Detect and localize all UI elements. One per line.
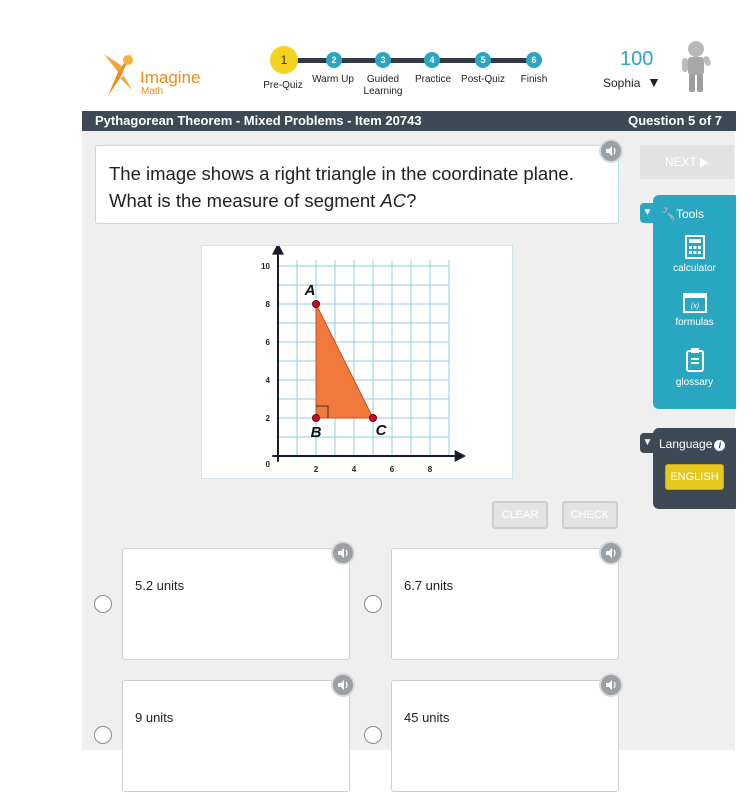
svg-text:(x): (x) [690, 303, 699, 310]
y-tick-label: 4 [265, 376, 270, 385]
vertex-label-c: C [375, 422, 387, 439]
calculator-icon [685, 235, 705, 259]
x-tick-label: 4 [351, 465, 357, 474]
tools-header-label: Tools [675, 207, 704, 221]
wrench-icon: 🔧 [661, 207, 676, 221]
coordinate-plane [202, 246, 512, 478]
tools-panel [653, 195, 736, 409]
answer-1-speaker-icon[interactable] [331, 541, 355, 565]
logo-text: Imagine [140, 68, 201, 87]
answer-choice-1-text: 5.2 units [135, 578, 185, 593]
answer-2-speaker-icon[interactable] [599, 541, 623, 565]
x-axis-arrow [455, 450, 466, 462]
step-4-label: Practice [414, 74, 452, 85]
info-icon[interactable]: i [714, 440, 725, 451]
language-header-label: Language [659, 437, 713, 451]
clear-button[interactable]: CLEAR [492, 501, 548, 529]
user-name[interactable]: Sophia [603, 76, 641, 90]
answer-3-radio[interactable] [94, 726, 112, 744]
step-1-dot: 1 [270, 46, 298, 74]
answer-choice-2-text: 6.7 units [404, 578, 454, 593]
step-3-dot: 3 [375, 52, 391, 68]
answer-choice-4[interactable] [391, 680, 619, 792]
question-counter: Question 5 of 7 [628, 113, 722, 128]
avatar[interactable] [678, 40, 714, 94]
lesson-title-bar [82, 111, 736, 131]
y-tick-label: 6 [265, 338, 270, 347]
y-tick-label: 2 [265, 414, 270, 423]
answer-3-speaker-icon[interactable] [331, 673, 355, 697]
lesson-progress [260, 44, 560, 104]
y-tick-label: 10 [261, 262, 270, 271]
coordinate-graph-figure [201, 245, 513, 479]
step-6-label: Finish [520, 74, 548, 85]
x-tick-label: 6 [389, 465, 395, 474]
question-audio-speaker-icon[interactable] [599, 139, 623, 163]
tools-header [661, 207, 704, 221]
question-text-end: ? [406, 190, 417, 211]
score: 100 [620, 48, 654, 70]
step-4-dot: 4 [424, 52, 440, 68]
vertex-point-c [370, 415, 377, 422]
answer-1-radio[interactable] [94, 595, 112, 613]
language-toggle-icon[interactable]: ▼ [640, 433, 655, 453]
lesson-title: Pythagorean Theorem - Mixed Problems - Item 20743 [95, 113, 422, 128]
origin-label: 0 [265, 460, 270, 469]
language-panel [653, 428, 736, 509]
step-1-label: Pre-Quiz [263, 80, 303, 91]
glossary-icon [685, 347, 705, 373]
user-menu-caret-icon[interactable]: ▼ [647, 74, 661, 90]
x-tick-label: 8 [427, 465, 433, 474]
step-3-label: Guided Learning [363, 74, 403, 97]
next-button[interactable]: NEXT ▶ [640, 145, 734, 179]
answer-choice-2[interactable] [391, 548, 619, 660]
formulas-icon [683, 293, 707, 313]
y-tick-label: 8 [265, 300, 270, 309]
check-button[interactable]: CHECK [562, 501, 618, 529]
vertex-label-b: B [310, 424, 322, 441]
calculator-label: calculator [673, 263, 716, 274]
question-text [109, 160, 579, 214]
step-6-dot: 6 [526, 52, 542, 68]
language-header [659, 437, 725, 451]
x-tick-label: 2 [313, 465, 319, 474]
logo-subtext: Math [141, 86, 164, 97]
glossary-tool[interactable] [653, 347, 736, 388]
answer-choice-4-text: 45 units [404, 710, 450, 725]
answer-choice-1[interactable] [122, 548, 350, 660]
formulas-label: formulas [675, 317, 714, 328]
step-5-label: Post-Quiz [461, 74, 505, 85]
answer-2-radio[interactable] [364, 595, 382, 613]
formulas-tool[interactable] [653, 293, 736, 328]
progress-line [282, 58, 534, 63]
answer-4-radio[interactable] [364, 726, 382, 744]
tools-toggle-icon[interactable]: ▼ [640, 203, 655, 223]
step-5-dot: 5 [475, 52, 491, 68]
question-text-main: The image shows a right triangle in the coordinate plane. What is the measure of segment [109, 163, 574, 211]
calculator-tool[interactable] [653, 235, 736, 274]
step-2-dot: 2 [326, 52, 342, 68]
step-2-label: Warm Up [312, 74, 354, 85]
vertex-label-a: A [304, 282, 316, 299]
y-axis-arrow [272, 246, 284, 255]
vertex-point-a [313, 301, 320, 308]
question-segment-name: AC [380, 190, 407, 211]
english-language-button[interactable]: ENGLISH [665, 464, 724, 490]
answer-choice-3[interactable] [122, 680, 350, 792]
answer-4-speaker-icon[interactable] [599, 673, 623, 697]
question-box [95, 145, 619, 224]
vertex-point-b [313, 415, 320, 422]
glossary-label: glossary [675, 377, 714, 388]
answer-choice-3-text: 9 units [135, 710, 174, 725]
